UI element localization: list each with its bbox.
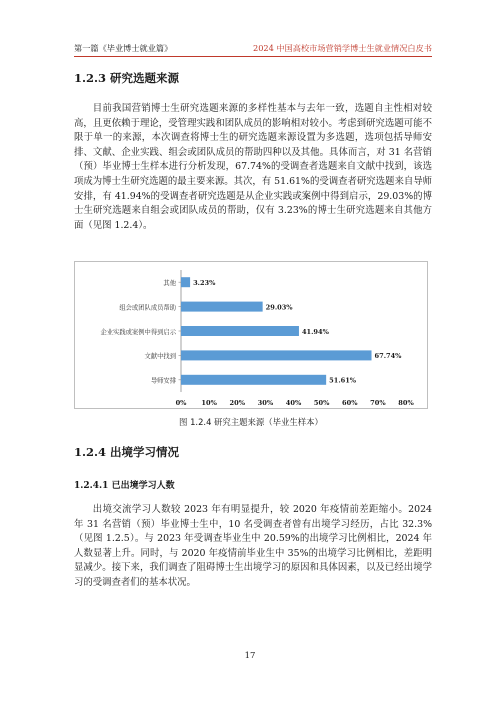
chart-x-tick-label: 0% [175, 399, 187, 407]
chart-value-label: 41.94% [301, 327, 329, 336]
chart-category-label: 其他 [163, 280, 176, 287]
chart-x-tick-label: 40% [285, 399, 302, 407]
figure-caption: 图 1.2.4 研究主题来源（毕业生样本） [179, 417, 323, 427]
chart-value-label: 51.61% [329, 376, 357, 385]
page-number: 17 [244, 651, 256, 661]
chart-x-tick-label: 70% [370, 399, 386, 407]
chart-x-tick-label: 30% [257, 399, 274, 407]
chart-bar [181, 326, 299, 336]
page-header [74, 40, 432, 54]
header-divider [74, 56, 432, 57]
chart-category-label: 导师安排 [150, 377, 176, 385]
chart-category-label: 企业实践或案例中得到启示 [100, 328, 176, 336]
research-topic-source-chart [74, 261, 428, 409]
chart-x-tick-label: 10% [201, 399, 217, 407]
overseas-study-paragraph: 出境交流学习人数较 2023 年有明显提升，较 2020 年疫情前差距缩小。2024 年 31 名营销（预）毕业博士生中，10 名受调查者曾有出境学习经历，占比 32.3%（见图 1.2.5）。与 2023 年受调查毕业生中 20.59%的出境学习比例相比，2024 年人数显著上升。同时，与 2020 年疫情前毕业生中 35%的出境学习比例相比，差距明显减少。接下来，我们调查了阻碍博士生出境学习的原因和具体因素，以及已经出境学习的受调查者们的基本状况。 [74, 504, 432, 588]
research-topic-source-paragraph: 目前我国营销博士生研究选题来源的多样性基本与去年一致，选题自主性相对较高，且更依赖于理论，受管理实践和团队成员的影响相对较小。考虑到研究选题可能不限于单一的来源，本次调查将博士生的研究选题来源设置为多选题，选项包括导师安排、文献、企业实践、组会或团队成员的帮助四种以及其他。具体而言，对 31 名营销（预）毕业博士生样本进行分析发现，67.74%的受调查者选题来自文献中找到，该选项成为博士生研究选题的最主要来源。其次，有 51.61%的受调查者研究选题来自导师安排，有 41.94%的受调查者研究选题是从企业实践或案例中得到启示，29.03%的博士生研究选题来自组会或团队成员的帮助，仅有 3.23%的博士生研究选题来自其他方面（见图 1.2.4）。 [74, 103, 432, 231]
chart-bar [181, 277, 190, 287]
header-book-title: 第一篇《毕业博士就业篇》 [74, 43, 173, 53]
section-heading-1-2-4: 1.2.4 出境学习情况 [74, 445, 180, 459]
chart-bar [181, 350, 372, 360]
subsection-heading-1-2-4-1: 1.2.4.1 已出境学习人数 [74, 481, 175, 491]
section-heading-1-2-3: 1.2.3 研究选题来源 [74, 71, 180, 85]
chart-x-tick-label: 50% [313, 399, 330, 407]
chart-value-label: 3.23% [193, 279, 216, 287]
chart-bar [181, 302, 263, 312]
chart-x-tick-label: 60% [342, 399, 358, 407]
chart-bar [181, 375, 326, 385]
chart-value-label: 67.74% [374, 352, 402, 361]
chart-x-tick-label: 20% [229, 399, 245, 407]
chart-category-label: 文献中找到 [144, 353, 176, 361]
chart-canvas [75, 262, 429, 410]
chart-category-label: 组会或团队成员帮助 [119, 304, 176, 312]
chart-x-tick-label: 80% [398, 399, 414, 407]
header-report-title: 2024 中国高校市场营销学博士生就业情况白皮书 [252, 43, 432, 53]
chart-value-label: 29.03% [265, 303, 293, 312]
